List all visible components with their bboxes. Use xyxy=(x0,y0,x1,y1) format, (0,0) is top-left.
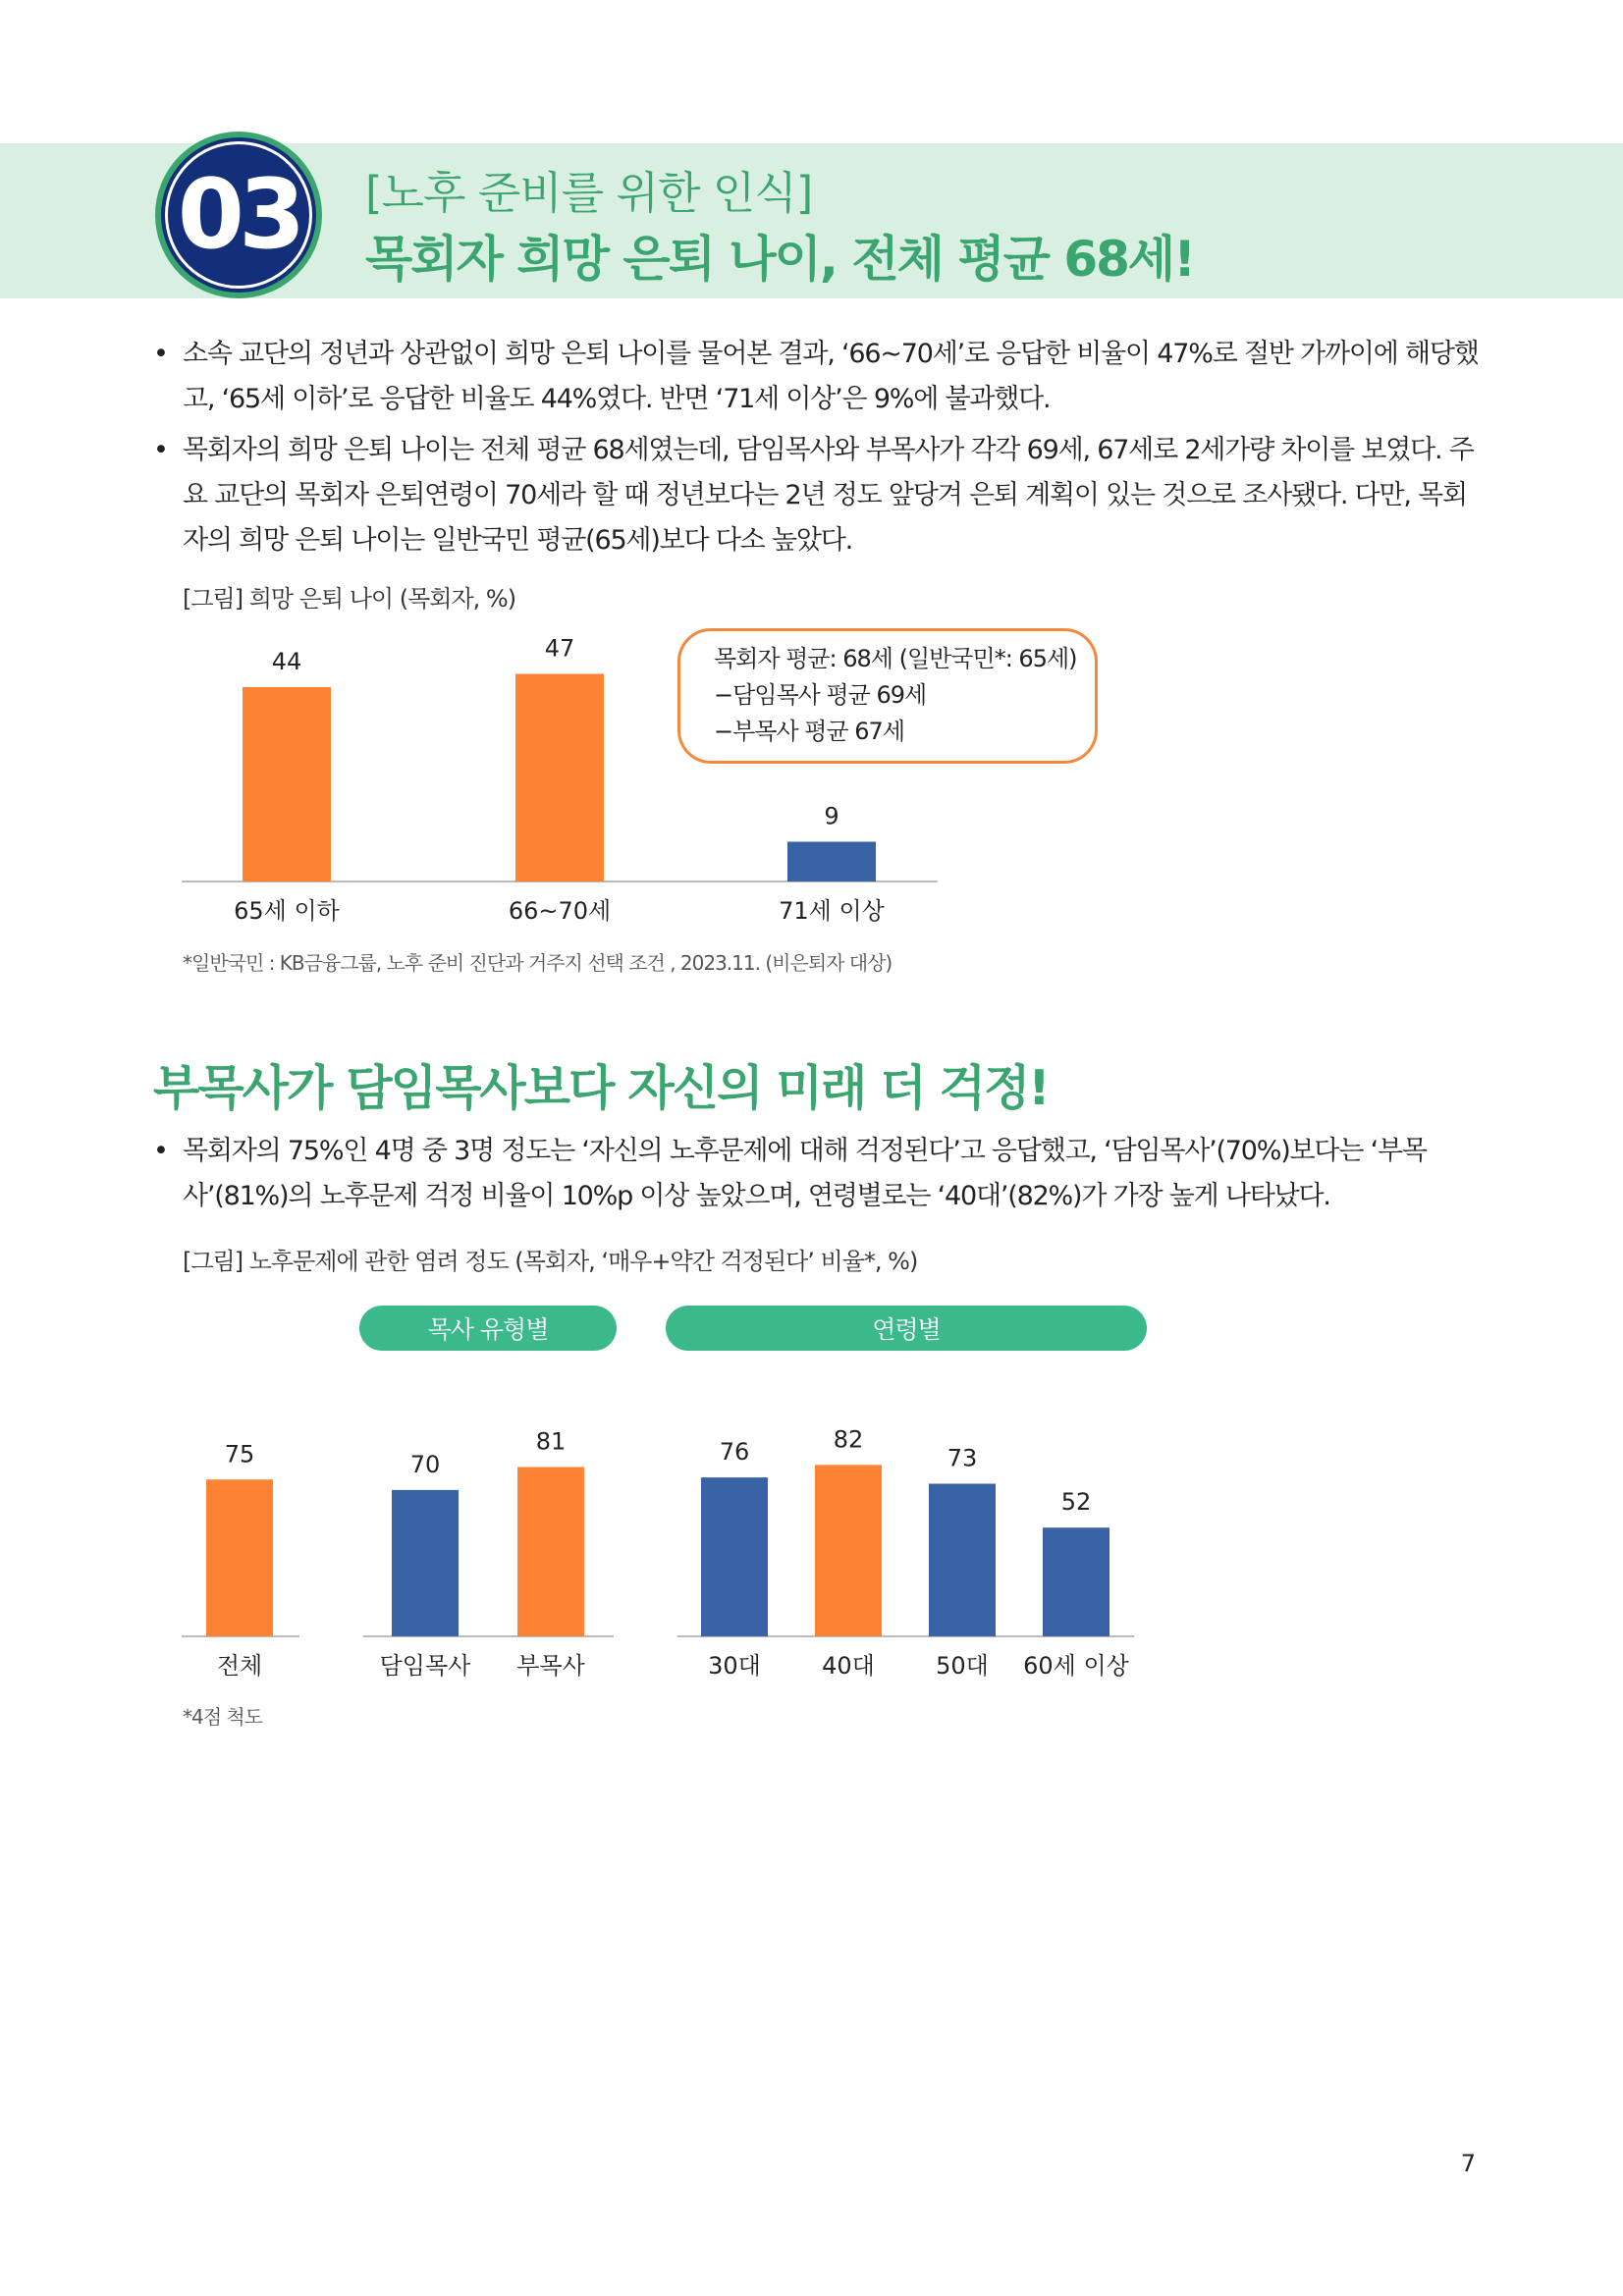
bar-전체 xyxy=(206,1479,273,1636)
category-label: 담임목사 xyxy=(379,1652,471,1680)
category-label: 65세 이하 xyxy=(234,897,340,925)
bar-value-label: 73 xyxy=(947,1444,978,1472)
callout-line: −담임목사 평균 69세 xyxy=(714,681,927,709)
bar-value-label: 52 xyxy=(1060,1488,1092,1517)
bar-value-label: 81 xyxy=(535,1427,567,1456)
bar-30대 xyxy=(701,1477,768,1636)
bar-value-label: 75 xyxy=(224,1440,255,1468)
bar-value-label: 47 xyxy=(544,634,575,663)
bar-value-label: 9 xyxy=(824,802,839,830)
bar-부목사 xyxy=(517,1467,584,1636)
category-label: 60세 이상 xyxy=(1023,1652,1129,1680)
bullet-item: • 소속 교단의 정년과 상관없이 희망 은퇴 나이를 물어본 결과, ‘66~70세’로 응답한 비율이 47%로 절반 가까이에 해당했고, ‘65세 이하’로 응답한 비율도 44%였다. 반면 ‘71세 이상’은 9%에 불과했다. xyxy=(153,332,1481,422)
group-label-age: 연령별 xyxy=(666,1306,1147,1351)
bar-담임목사 xyxy=(392,1490,459,1636)
page-number: 7 xyxy=(1460,2150,1476,2177)
category-label: 66~70세 xyxy=(508,897,612,925)
callout-line: −부목사 평균 67세 xyxy=(714,718,905,745)
callout-line: 목회자 평균: 68세 (일반국민*: 65세) xyxy=(714,645,1077,672)
category-label: 부목사 xyxy=(516,1652,585,1680)
bar-value-label: 70 xyxy=(409,1450,441,1478)
category-label: 40대 xyxy=(822,1652,875,1680)
bar-40대 xyxy=(815,1465,882,1636)
scale-note: *4점 척도 xyxy=(183,1705,263,1729)
category-label: 전체 xyxy=(216,1652,263,1680)
category-label: 71세 이상 xyxy=(779,897,885,925)
bullet-item: • 목회자의 75%인 4명 중 3명 정도는 ‘자신의 노후문제에 대해 걱정된다’고 응답했고, ‘담임목사’(70%)보다는 ‘부목사’(81%)의 노후문제 걱정 비율이 10%p 이상 높았으며, 연령별로는 ‘40대’(82%)가 가장 높게 나타났다. xyxy=(153,1129,1481,1219)
bar-50대 xyxy=(929,1484,996,1636)
bar-value-label: 76 xyxy=(719,1438,750,1467)
bullet-item: • 목회자의 희망 은퇴 나이는 전체 평균 68세였는데, 담임목사와 부목사가 각각 69세, 67세로 2세가량 차이를 보였다. 주요 교단의 목회자 은퇴연령이 70세라 할 때 정년보다는 2년 정도 앞당겨 은퇴 계획이 있는 것으로 조사됐다. 다만, 목회자의 희망 은퇴 나이는 일반국민 평균(65세)보다 다소 높았다. xyxy=(153,428,1481,563)
section-number: 03 xyxy=(177,159,300,271)
source-note: *일반국민 : KB금융그룹, 노후 준비 진단과 거주지 선택 조건 , 2023.11. (비은퇴자 대상) xyxy=(183,951,893,975)
header-subtitle: [노후 준비를 위한 인식] xyxy=(365,167,813,219)
figure1-title: [그림] 희망 은퇴 나이 (목회자, %) xyxy=(183,585,516,613)
bar-value-label: 82 xyxy=(833,1425,864,1454)
group-label-pastor-type: 목사 유형별 xyxy=(359,1306,617,1351)
category-label: 50대 xyxy=(936,1652,989,1680)
bar-60세 이상 xyxy=(1043,1527,1109,1636)
section2-title: 부목사가 담임목사보다 자신의 미래 더 걱정! xyxy=(153,1060,1049,1116)
bar-value-label: 44 xyxy=(271,648,302,675)
header-title: 목회자 희망 은퇴 나이, 전체 평균 68세! xyxy=(365,231,1195,288)
figure2-title: [그림] 노후문제에 관한 염려 정도 (목회자, ‘매우+약간 걱정된다’ 비율*, %) xyxy=(183,1248,918,1275)
category-label: 30대 xyxy=(708,1652,761,1680)
